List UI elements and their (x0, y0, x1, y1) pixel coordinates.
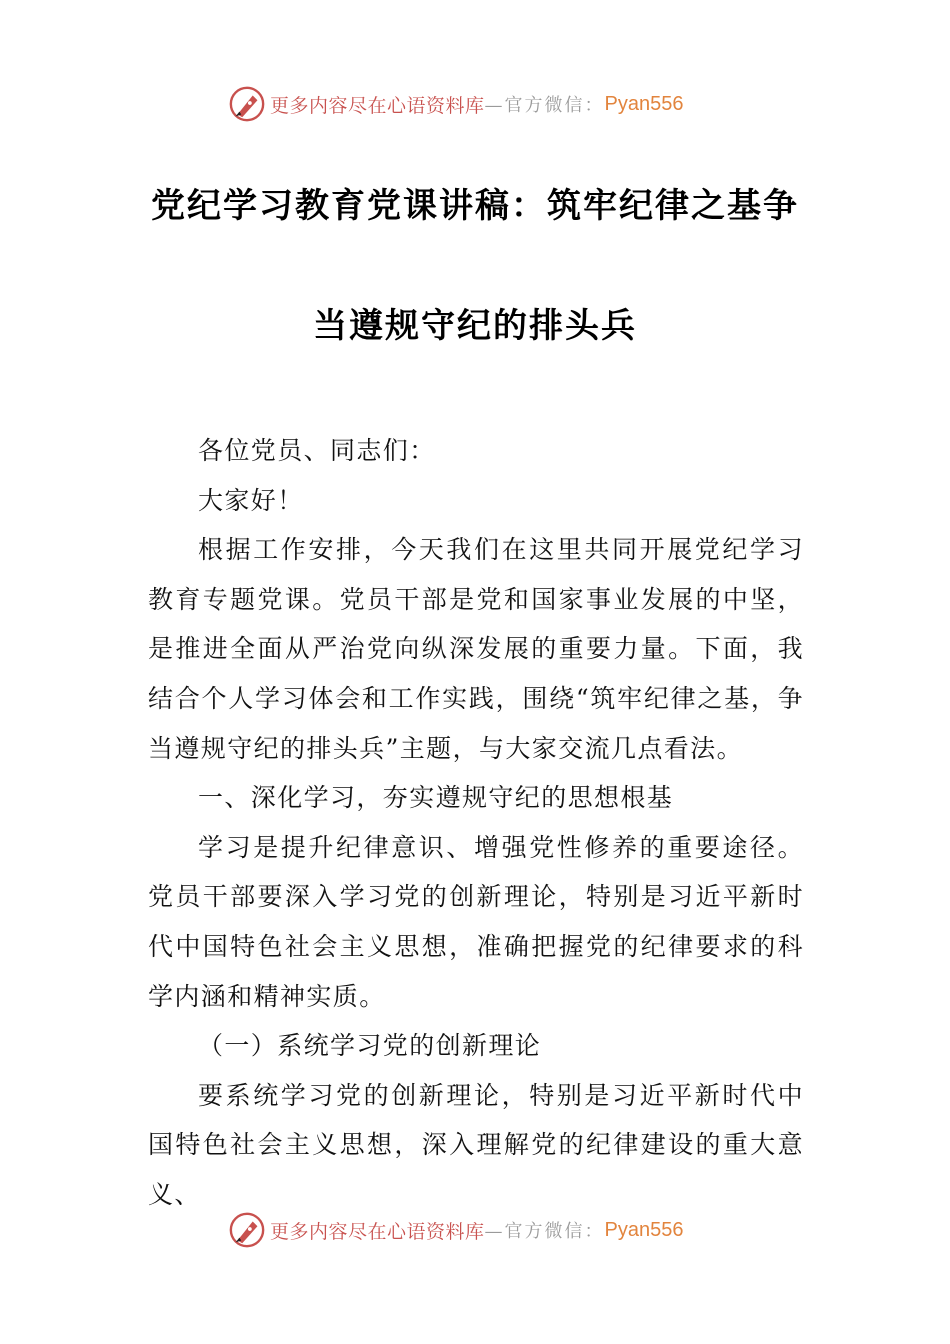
document-title-line-1: 党纪学习教育党课讲稿：筑牢纪律之基争 (151, 186, 799, 226)
section-heading-1: 一、深化学习，夯实遵规守纪的思想根基 (198, 783, 674, 813)
subsection-1-paragraph: 要系统学习党的创新理论，特别是习近平新时代中国特色社会主义思想，深入理解党的纪律建设的重大意义、 (148, 1080, 804, 1209)
wechat-id: Pyan556 (604, 1218, 684, 1241)
official-wechat-label: —官方微信： (484, 1221, 605, 1242)
promo-text: 更多内容尽在心语资料库 (270, 1220, 485, 1243)
document-body (148, 426, 804, 1220)
official-wechat-label: —官方微信： (484, 95, 605, 116)
pen-nib-logo-icon (228, 1211, 266, 1249)
subsection-heading-1: （一）系统学习党的创新理论 (198, 1031, 542, 1061)
document-title-line-2: 当遵规守纪的排头兵 (313, 306, 637, 346)
pen-nib-logo-icon (228, 85, 266, 123)
header-banner (228, 84, 683, 124)
footer-banner (228, 1210, 683, 1250)
promo-text: 更多内容尽在心语资料库 (270, 94, 485, 117)
intro-paragraph: 根据工作安排，今天我们在这里共同开展党纪学习教育专题党课。党员干部是党和国家事业发展的中坚，是推进全面从严治党向纵深发展的重要力量。下面，我结合个人学习体会和工作实践，围绕“筑牢纪律之基，争当遵规守纪的排头兵”主题，与大家交流几点看法。 (148, 535, 804, 763)
salutation: 各位党员、同志们： (198, 436, 436, 465)
wechat-id: Pyan556 (604, 92, 684, 115)
section-1-paragraph: 学习是提升纪律意识、增强党性修养的重要途径。党员干部要深入学习党的创新理论，特别是习近平新时代中国特色社会主义思想，准确把握党的纪律要求的科学内涵和精神实质。 (148, 832, 804, 1011)
greeting: 大家好！ (198, 485, 304, 515)
